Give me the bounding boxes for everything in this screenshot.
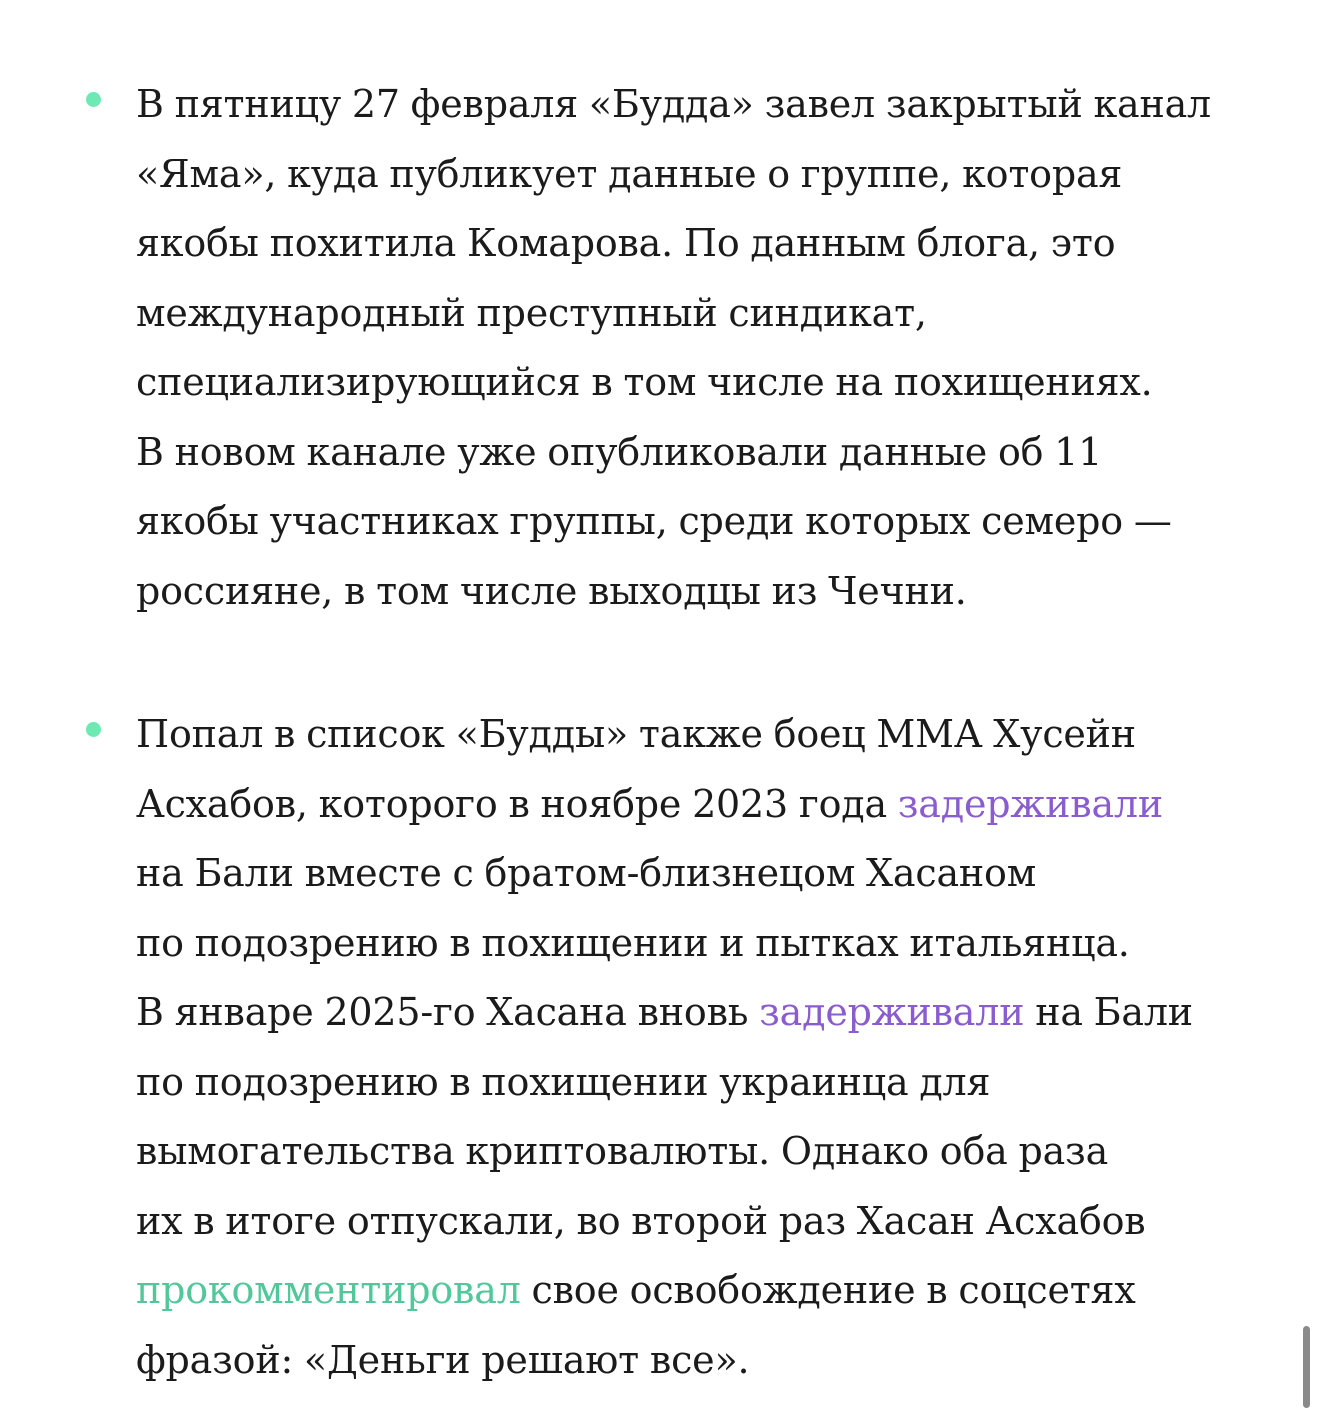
text-line <box>136 978 1260 1048</box>
text-line: по подозрению в похищении и пытках итальянца. <box>136 920 1130 965</box>
text-line: В пятницу 27 февраля «Будда» завел закрытый канал <box>136 82 1211 126</box>
text-line: международный преступный синдикат, <box>136 290 927 335</box>
text-line: якобы участниках группы, среди которых семеро — <box>136 499 1172 543</box>
text-segment: В январе 2025-го Хасана вновь <box>136 990 760 1034</box>
paragraph-1 <box>136 70 1260 626</box>
text-line: вымогательства криптовалюты. Однако оба раза <box>136 1129 1109 1173</box>
link-detained-2023[interactable]: задерживали <box>897 781 1163 826</box>
text-segment: Асхабов, которого в ноябре 2023 года <box>136 781 898 826</box>
link-commented[interactable]: прокомментировал <box>136 1268 521 1312</box>
text-line: по подозрению в похищении украинца для <box>136 1059 991 1104</box>
list-item <box>0 700 1320 1395</box>
text-line: фразой: «Деньги решают все». <box>136 1337 750 1382</box>
text-line <box>136 770 1260 840</box>
bullet-dot-icon <box>86 722 101 737</box>
text-segment: свое освобождение в соцсетях <box>520 1268 1136 1312</box>
list-item <box>0 70 1320 626</box>
text-line: специализирующийся в том числе на похищениях. <box>136 360 1153 404</box>
text-line: «Яма», куда публикует данные о группе, которая <box>136 151 1123 196</box>
text-line: на Бали вместе с братом-близнецом Хасаном <box>136 851 1037 895</box>
text-line: их в итоге отпускали, во второй раз Хасан Асхабов <box>136 1198 1146 1243</box>
text-line: В новом канале уже опубликовали данные об 11 <box>136 429 1103 474</box>
paragraph-2 <box>136 700 1260 1395</box>
text-line: якобы похитила Комарова. По данным блога, это <box>136 221 1116 265</box>
bullet-dot-icon <box>86 92 101 107</box>
link-detained-2025[interactable]: задерживали <box>759 990 1025 1034</box>
text-segment: на Бали <box>1024 990 1193 1034</box>
text-line <box>136 1256 1260 1326</box>
text-line: россияне, в том числе выходцы из Чечни. <box>136 568 967 613</box>
scrollbar-thumb[interactable] <box>1303 1326 1310 1408</box>
text-line: Попал в список «Будды» также боец ММА Хусейн <box>136 712 1136 756</box>
